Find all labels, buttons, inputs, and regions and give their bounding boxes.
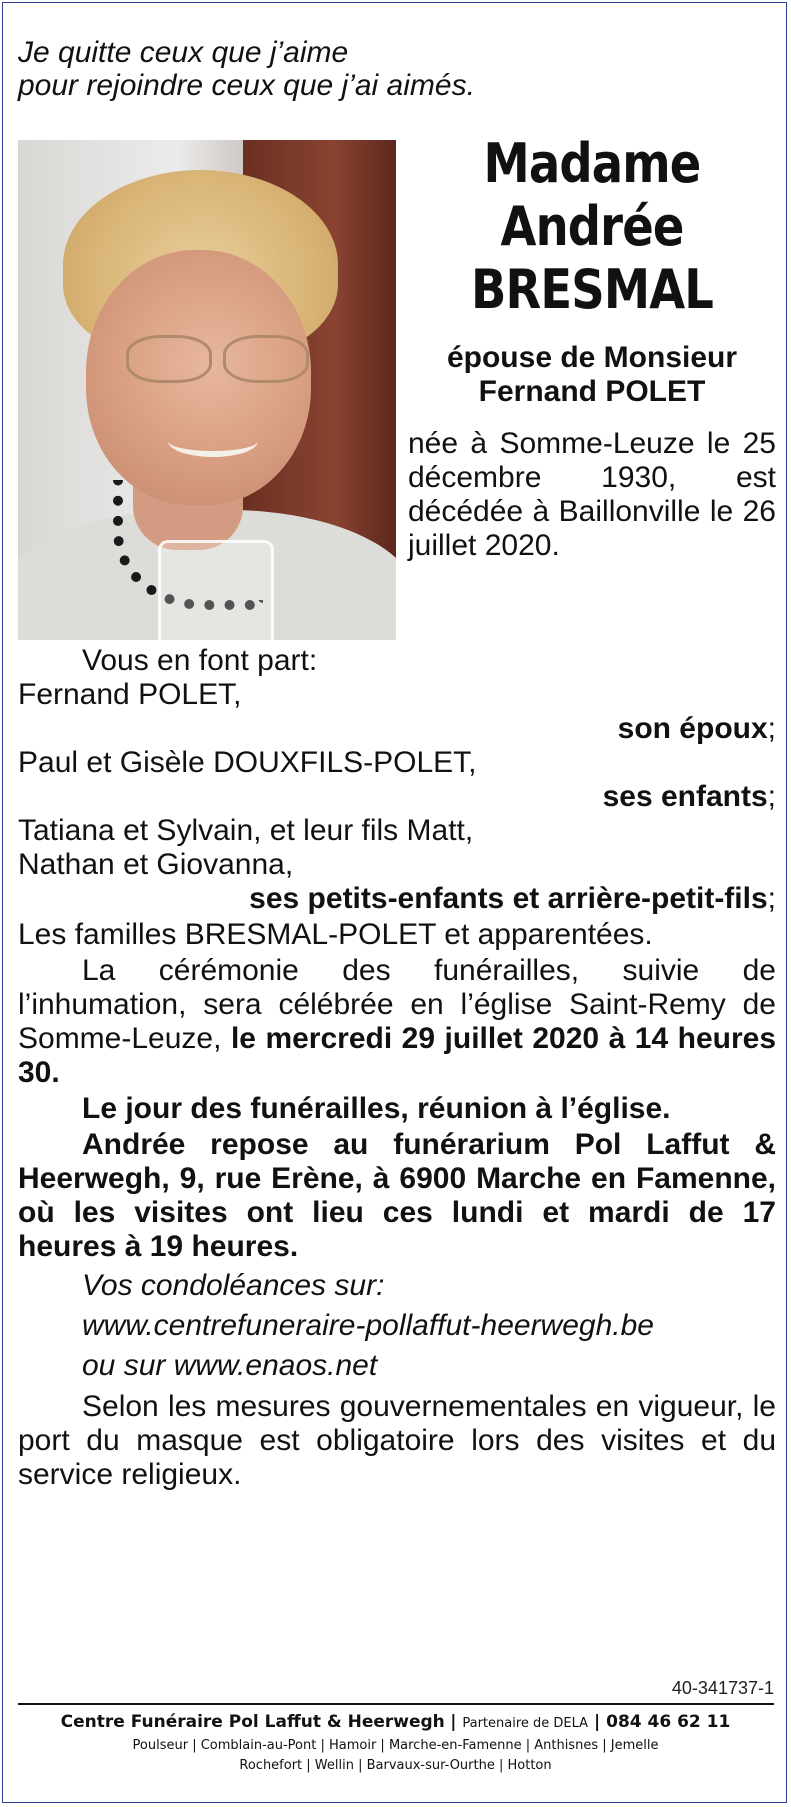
condolences-website[interactable]: www.centrefuneraire-pollaffut-heerwegh.be: [82, 1309, 654, 1342]
families-line: Les familles BRESMAL-POLET et apparentées.: [18, 918, 653, 951]
family-relation: ses enfants;: [602, 780, 776, 813]
birth-death-info: née à Somme-Leuze le 25 décembre 1930, est décédée à Baillonville le 26 juillet 2020.: [408, 427, 776, 562]
family-name: Fernand POLET,: [18, 678, 242, 711]
family-name: Tatiana et Sylvain, et leur fils Matt,: [18, 814, 474, 847]
meeting-line: Le jour des funérailles, réunion à l’église.: [82, 1092, 671, 1125]
locations-line-1: Poulseur | Comblain-au-Pont | Hamoir | Marche-en-Famenne | Anthisnes | Jemelle: [132, 1738, 659, 1753]
family-name: Nathan et Giovanna,: [18, 848, 294, 881]
measures-text: Selon les mesures gouvernementales en vigueur, le port du masque est obligatoire lors des visites et du service religieux.: [18, 1390, 776, 1491]
epigraph-line-1: Je quitte ceux que j’aime: [18, 36, 349, 69]
family-name: Paul et Gisèle DOUXFILS-POLET,: [18, 746, 477, 779]
header-block: [18, 132, 776, 642]
portrait-photo: [18, 140, 396, 640]
name-title: Madame: [483, 132, 701, 195]
phone-number: 084 46 62 11: [606, 1712, 731, 1732]
family-relation: son époux;: [617, 712, 776, 745]
condolences-alt-website[interactable]: ou sur www.enaos.net: [82, 1349, 378, 1382]
footer-company-line: Centre Funéraire Pol Laffut & Heerwegh | Partenaire de DELA | 084 46 62 11: [60, 1712, 731, 1732]
footer: [0, 1710, 791, 1776]
first-name: Andrée: [500, 195, 684, 258]
spouse-line-1: épouse de Monsieur: [446, 341, 738, 374]
partner-label: Partenaire de DELA: [462, 1716, 589, 1731]
last-name: BRESMAL: [470, 258, 714, 321]
condolences-line-1: Vos condoléances sur:: [82, 1269, 385, 1302]
epigraph-line-2: pour rejoindre ceux que j’ai aimés.: [18, 69, 475, 102]
spouse-line-2: Fernand POLET: [478, 375, 706, 408]
announce-intro: Vous en font part:: [82, 644, 318, 677]
reference-number: 40-341737-1: [671, 1678, 774, 1698]
company-name: Centre Funéraire Pol Laffut & Heerwegh: [60, 1712, 445, 1732]
ceremony-text: La cérémonie des funérailles, suivie de l’inhumation, sera célébrée en l’église Saint-Remy de Somme-Leuze, le mercredi 29 juillet 2020 à 14 heures 30.: [18, 954, 776, 1089]
obituary-content: [18, 36, 776, 1492]
spouse-info: [408, 341, 776, 409]
locations-line-2: Rochefort | Wellin | Barvaux-sur-Ourthe | Hotton: [239, 1758, 552, 1773]
footer-divider: [18, 1703, 774, 1705]
visitation-info: Andrée repose au funérarium Pol Laffut & Heerwegh, 9, rue Erène, à 6900 Marche en Famenne, où les visites ont lieu ces lundi et mardi de 17 heures à 19 heures.: [18, 1128, 776, 1263]
announcement: [18, 644, 776, 1492]
family-relation: ses petits-enfants et arrière-petit-fils;: [249, 882, 776, 915]
identity-block: [408, 132, 776, 563]
